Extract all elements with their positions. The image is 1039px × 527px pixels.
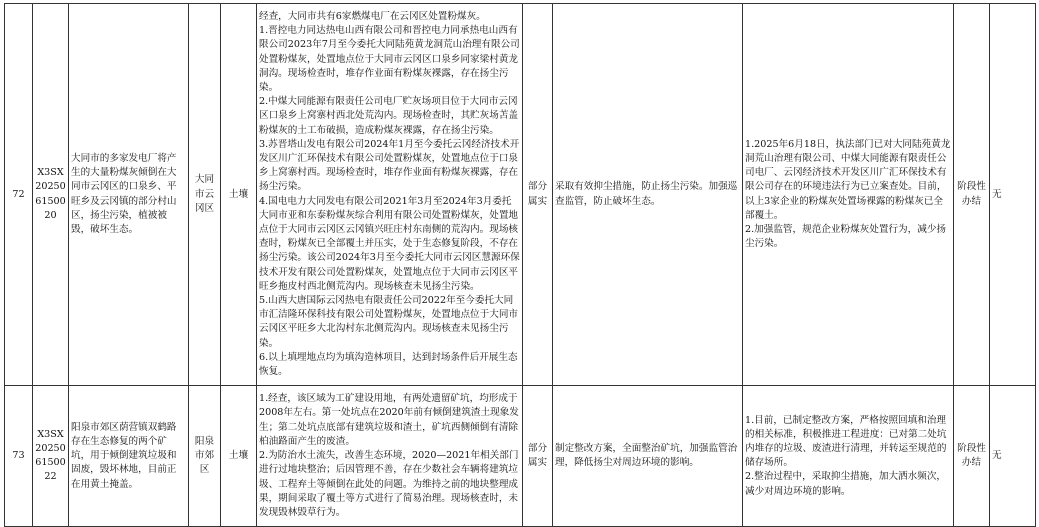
completion-stage: 阶段性办结 bbox=[954, 386, 990, 527]
rectification-table bbox=[4, 3, 1036, 527]
table-row bbox=[5, 4, 1036, 386]
results-paragraph: 1.目前，已制定整改方案，严格按照回填和治理的相关标准，积极推进工程进度：已对第二处坑内堆存的垃圾、废渣进行清理，并转运至规范的储存场所。 bbox=[745, 414, 947, 469]
accountability: 无 bbox=[990, 4, 1036, 386]
row-number: 72 bbox=[5, 4, 33, 386]
region: 阳泉市郊区 bbox=[189, 386, 221, 527]
rectification-measures: 采取有效抑尘措施，防止扬尘污染。加强巡查监管，防止破坏生态。 bbox=[553, 4, 743, 386]
pollution-type: 土壤 bbox=[221, 4, 257, 386]
verdict: 部分属实 bbox=[523, 4, 553, 386]
completion-stage: 阶段性办结 bbox=[954, 4, 990, 386]
case-code: X3SX202506150022 bbox=[33, 386, 69, 527]
rectification-measures: 制定整改方案，全面整治矿坑，加强监管治理，降低扬尘对周边环境的影响。 bbox=[553, 386, 743, 527]
findings-paragraph: 经查，大同市共有6家燃煤电厂在云冈区处置粉煤灰。 bbox=[259, 11, 486, 22]
findings-paragraph: 5.山西大唐国际云冈热电有限责任公司2022年至今委托大同市汇洁隆环保科技有限公司处置粉煤灰，处置地点位于大同市云冈区平旺乡大北沟村东北侧荒沟内。现场核查未见扬尘污染。 bbox=[259, 295, 519, 349]
investigation-findings bbox=[257, 4, 523, 386]
findings-paragraph: 2.为防治水土流失，改善生态环境，2020—2021年相关部门进行过地块整治；后因管理不善，存在少数社会车辆将建筑垃圾、工程弃土等倾倒在此处的问题。为维持之前的地块整理成果，期间采取了覆土等方式进行了简易治理。现场核查时，未发现毁林毁草行为。 bbox=[259, 450, 519, 518]
verdict: 部分属实 bbox=[523, 386, 553, 527]
table-row bbox=[5, 386, 1036, 527]
region: 大同市云冈区 bbox=[189, 4, 221, 386]
findings-paragraph: 3.苏晋塔山发电有限公司2024年1月至今委托云冈经济技术开发区川广汇环保技术有限公司处置粉煤灰，处置地点位于口泉乡上窝寨村西。现场检查时，堆存作业面有粉煤灰裸露，存在扬尘污染。 bbox=[259, 138, 520, 193]
accountability: 无 bbox=[990, 386, 1036, 527]
findings-paragraph: 2.中煤大同能源有限责任公司电厂贮灰场项目位于大同市云冈区口泉乡上窝寨村西北处荒沟内。现场检查时，其贮灰场苫盖粉煤灰的土工布破损，造成粉煤灰裸露，存在扬尘污染。 bbox=[259, 96, 519, 136]
row-number: 73 bbox=[5, 386, 33, 527]
findings-paragraph: 6.以上填埋地点均为填沟造林项目，达到封场条件后开展生态恢复。 bbox=[259, 351, 518, 378]
problem-description: 阳泉市郊区荫营镇双鹤路存在生态修复的两个矿坑，用于倾倒建筑垃圾和固废，毁坏林地，目前正在用黄土掩盖。 bbox=[69, 386, 189, 527]
investigation-findings bbox=[257, 386, 523, 527]
rectification-results bbox=[743, 4, 954, 386]
findings-paragraph: 1.晋控电力同达热电山西有限公司和晋控电力同承热电山西有限公司2023年7月至今委托大同陆苑黄龙洞荒山治理有限公司处置粉煤灰，处置地点位于大同市云冈区口泉乡同家梁村黄龙洞沟。现场检查时，堆存作业面有粉煤灰裸露，存在扬尘污染。 bbox=[259, 25, 520, 94]
results-paragraph: 1.2025年6月18日，执法部门已对大同陆苑黄龙洞荒山治理有限公司、中煤大同能源有限责任公司电厂、云冈经济技术开发区川广汇环保技术有限公司存在的环境违法行为已立案查处。目前，以上3家企业的粉煤灰处置场裸露的粉煤灰已全部覆土。 bbox=[745, 138, 951, 221]
rectification-results bbox=[743, 386, 954, 527]
results-paragraph: 2.整治过程中，采取抑尘措施，加大洒水频次，减少对周边环境的影响。 bbox=[745, 471, 947, 497]
findings-paragraph: 4.国电电力大同发电有限公司2021年3月至2024年3月委托大同市亚和东泰粉煤灰综合利用有限公司处置粉煤灰，处置地点位于大同市云冈区云冈镇兴旺庄村东南侧的荒沟内。现场核查时，粉煤灰已全部覆土并压实，处于生态修复阶段，不存在扬尘污染。该公司2024年3月至今委托大同市云冈区慧源环保技术开发有限公司处置粉煤灰，处置地点位于大同市云冈区平旺乡拖皮村西北侧荒沟内。现场核查未见扬尘污染。 bbox=[259, 195, 520, 292]
findings-paragraph: 1.经查，该区域为工矿建设用地，有两处遗留矿坑，均形成于2008年左右。第一处坑点在2020年前有倾倒建筑渣土现象发生；第二处坑点底部有建筑垃圾和渣土，矿坑西侧倾倒有清除柏油路面产生的废渣。 bbox=[259, 393, 519, 447]
results-paragraph: 2.加强监管，规范企业粉煤灰处置行为，减少扬尘污染。 bbox=[745, 224, 947, 250]
problem-description: 大同市的多家发电厂将产生的大量粉煤灰倾倒在大同市云冈区的口泉乡、平旺乡及云冈镇的部分村山区，扬尘污染，植被被毁，破坏生态。 bbox=[69, 4, 189, 386]
pollution-type: 土壤 bbox=[221, 386, 257, 527]
case-code: X3SX202506150020 bbox=[33, 4, 69, 386]
